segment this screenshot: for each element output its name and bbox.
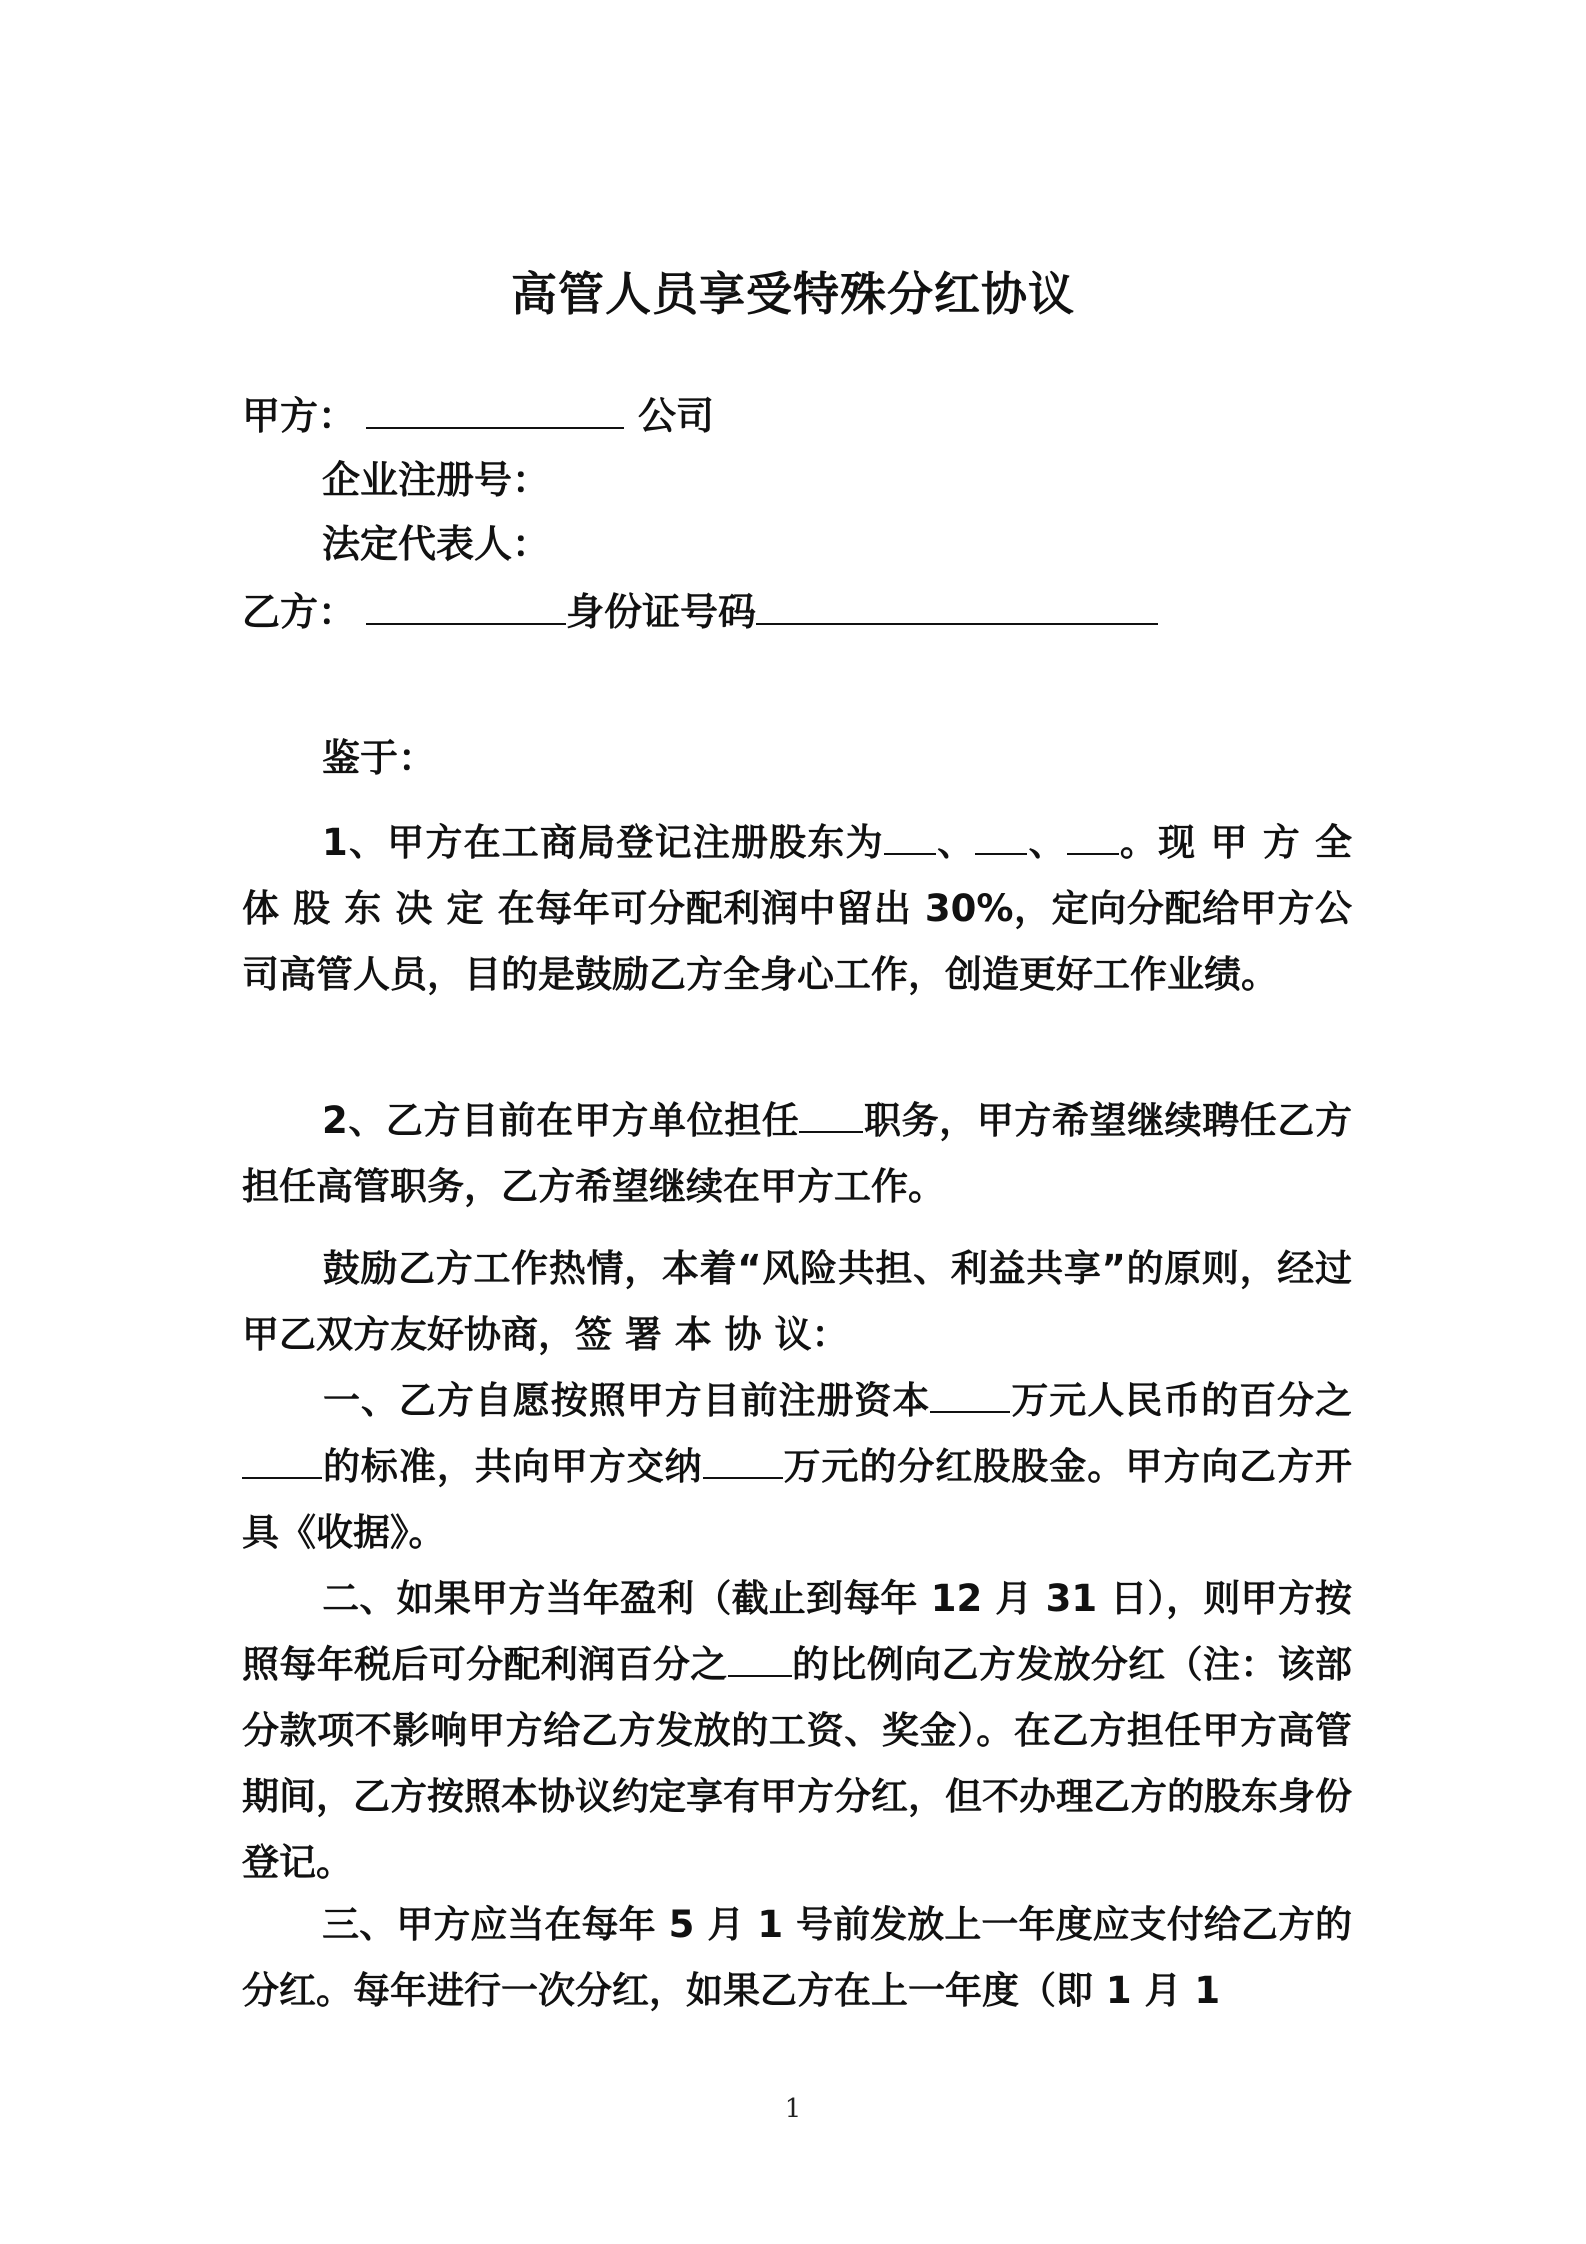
article-2-part2: 的比例向乙方发放分红（注：该部分款项不影响甲方给乙方发放的工资、奖金）。在乙方担任甲方高管期间，乙方按照本协议约定享有甲方分红，但不办理乙方的股东身份登记。 bbox=[242, 1643, 1353, 1884]
article-1-part2: 万元人民币的百分之 bbox=[1010, 1379, 1353, 1422]
party-b-id-blank bbox=[756, 585, 1158, 625]
position-blank bbox=[799, 1093, 863, 1133]
party-a-reg-no: 企业注册号： bbox=[322, 458, 551, 502]
article-3-text: 三、甲方应当在每年 5 月 1 号前发放上一年度应支付给乙方的分红。每年进行一次分红，如果乙方在上一年度（即 1 月 1 bbox=[242, 1903, 1352, 2012]
page-number: 1 bbox=[784, 2094, 802, 2124]
article-1-part1: 一、乙方自愿按照甲方目前注册资本 bbox=[322, 1379, 931, 1422]
clause-1-part2: 。现 甲 方 全 体 股 东 决 定 在每年可分配利润中留出 30%，定向分配给甲方公司高管人员，目的是鼓励乙方全身心工作，创造更好工作业绩。 bbox=[242, 821, 1353, 996]
shareholder-blank-1 bbox=[884, 815, 936, 855]
clause-1-sep1: 、 bbox=[935, 821, 976, 864]
article-1-part3: 的标准，共向甲方交纳 bbox=[322, 1445, 703, 1488]
registered-capital-blank bbox=[930, 1373, 1010, 1413]
article-1 bbox=[242, 1368, 1352, 1566]
document-title: 高管人员享受特殊分红协议 bbox=[511, 267, 1075, 321]
party-b-name-blank bbox=[366, 585, 566, 625]
party-a-line bbox=[242, 388, 714, 444]
article-2-part1: 二、如果甲方当年盈利（截止到每年 12 月 31 日），则甲方按照每年税后可分配利润百分之 bbox=[242, 1577, 1352, 1686]
percentage-blank bbox=[242, 1439, 322, 1479]
clause-1-part1: 1、甲方在工商局登记注册股东为 bbox=[322, 821, 884, 864]
party-b-label: 乙方： bbox=[242, 590, 357, 634]
clause-2-part1: 2、乙方目前在甲方单位担任 bbox=[322, 1099, 800, 1142]
clause-2 bbox=[242, 1088, 1352, 1220]
party-a-name-blank bbox=[366, 389, 624, 429]
whereas-label: 鉴于： bbox=[322, 736, 437, 780]
dividend-percentage-blank bbox=[728, 1637, 792, 1677]
party-b-id-label: 身份证号码 bbox=[566, 590, 757, 634]
party-a-legal-rep: 法定代表人： bbox=[322, 522, 551, 566]
party-a-label: 甲方： bbox=[242, 394, 357, 438]
clause-2-part2: 职务，甲方希望继续聘任乙方担任高管职务，乙方希望继续在甲方工作。 bbox=[242, 1099, 1352, 1208]
agreement-intro-text: 鼓励乙方工作热情，本着“风险共担、利益共享”的原则，经过甲乙双方友好协商，签 署 本 协 议： bbox=[242, 1247, 1352, 1356]
clause-1 bbox=[242, 810, 1352, 1008]
party-b-line bbox=[242, 584, 1158, 640]
agreement-intro bbox=[242, 1236, 1352, 1368]
shareholder-blank-2 bbox=[975, 815, 1027, 855]
payment-amount-blank bbox=[703, 1439, 783, 1479]
article-2 bbox=[242, 1566, 1352, 1896]
shareholder-blank-3 bbox=[1067, 815, 1119, 855]
article-1-part4: 万元的分红股股金。甲方向乙方开具《收据》。 bbox=[242, 1445, 1353, 1554]
clause-1-sep2: 、 bbox=[1027, 821, 1067, 864]
article-3 bbox=[242, 1892, 1352, 2024]
party-a-suffix: 公司 bbox=[638, 394, 715, 438]
